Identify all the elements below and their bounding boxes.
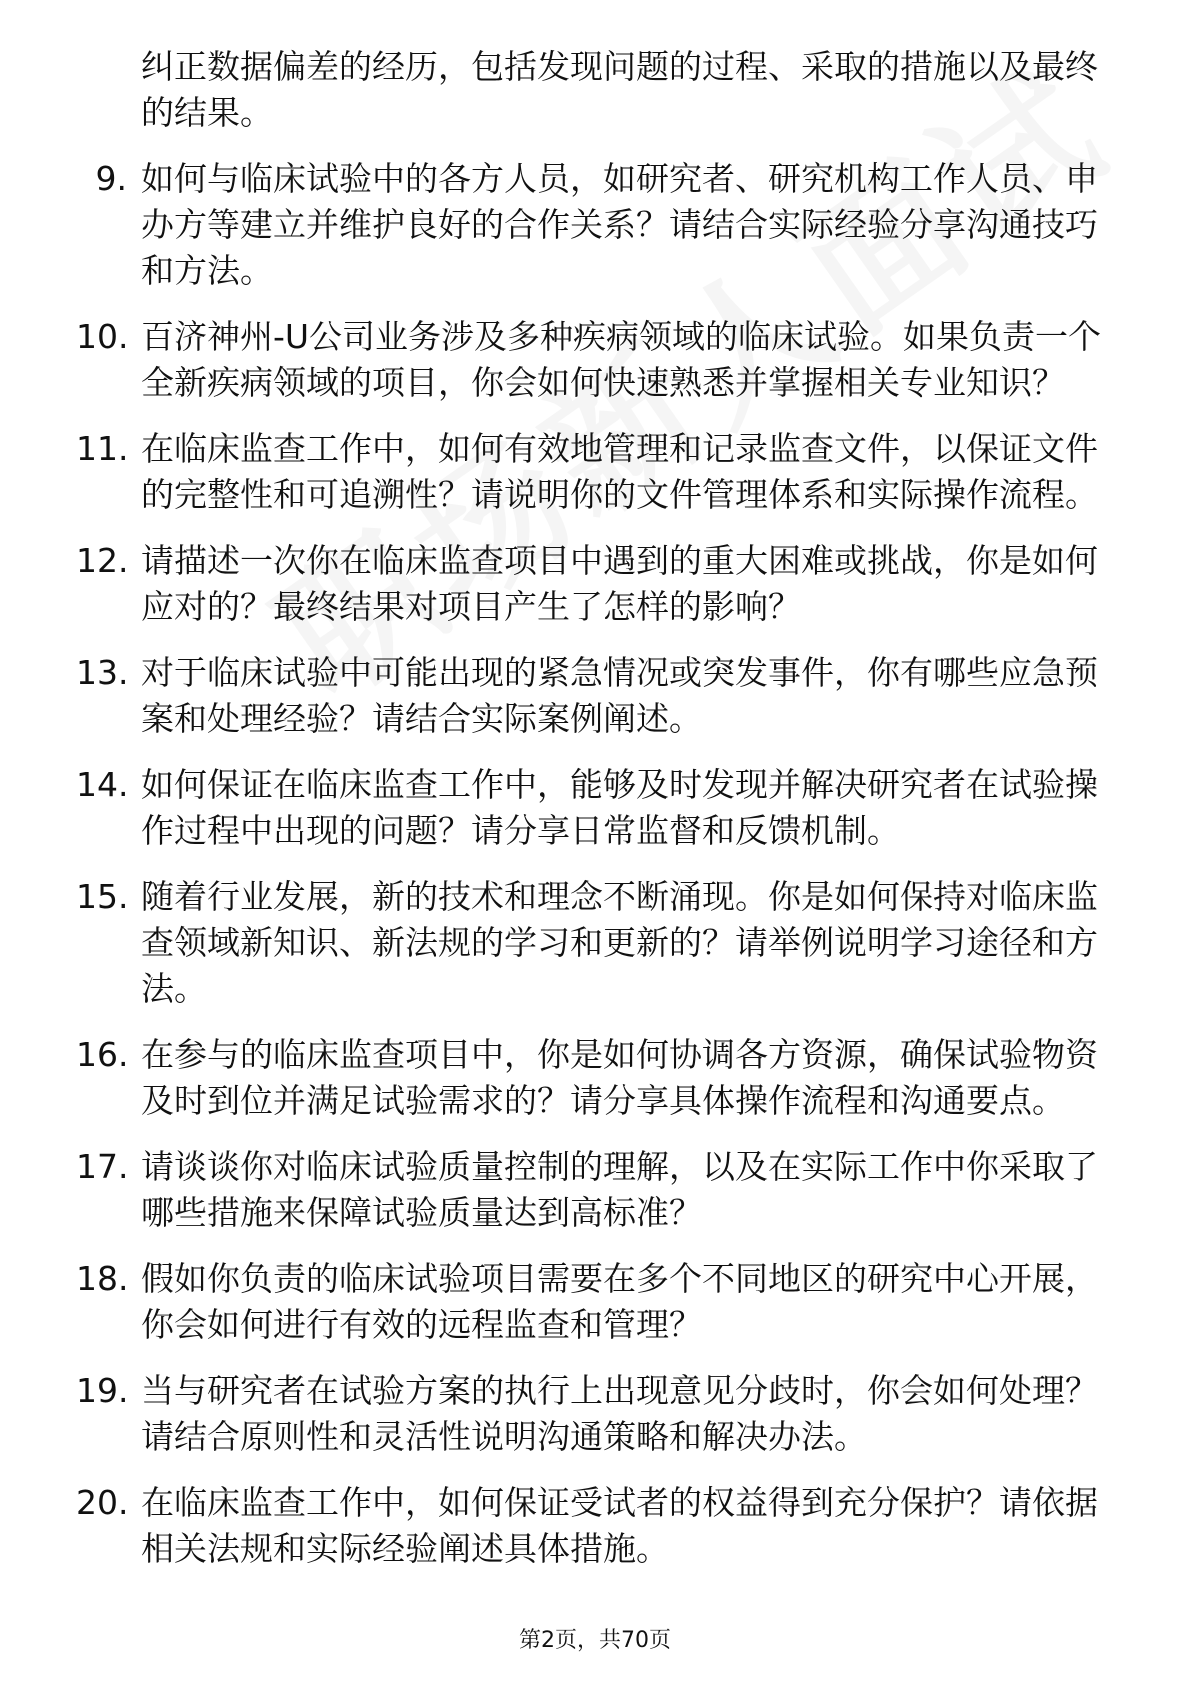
question-text: 在临床监查工作中，如何有效地管理和记录监查文件，以保证文件的完整性和可追溯性？请说明你的文件管理体系和实际操作流程。 xyxy=(141,429,1098,514)
question-text: 请谈谈你对临床试验质量控制的理解，以及在实际工作中你采取了哪些措施来保障试验质量达到高标准？ xyxy=(141,1147,1098,1232)
question-number: 18. xyxy=(76,1259,129,1298)
question-text: 在临床监查工作中，如何保证受试者的权益得到充分保护？请依据相关法规和实际经验阐述具体措施。 xyxy=(141,1483,1098,1568)
question-item xyxy=(76,1368,1116,1460)
page-footer: 第2页，共70页 xyxy=(519,1628,671,1653)
question-item xyxy=(76,538,1116,630)
question-item xyxy=(76,156,1116,294)
continued-question-text: 纠正数据偏差的经历，包括发现问题的过程、采取的措施以及最终的结果。 xyxy=(141,47,1098,132)
question-number: 12. xyxy=(76,541,129,580)
question-item xyxy=(76,1256,1116,1348)
question-text: 对于临床试验中可能出现的紧急情况或突发事件，你有哪些应急预案和处理经验？请结合实际案例阐述。 xyxy=(141,653,1098,738)
question-text: 如何保证在临床监查工作中，能够及时发现并解决研究者在试验操作过程中出现的问题？请分享日常监督和反馈机制。 xyxy=(141,765,1098,850)
question-item xyxy=(76,1032,1116,1124)
question-item xyxy=(76,762,1116,854)
question-number: 19. xyxy=(76,1371,129,1410)
question-text: 在参与的临床监查项目中，你是如何协调各方资源，确保试验物资及时到位并满足试验需求的？请分享具体操作流程和沟通要点。 xyxy=(141,1035,1098,1120)
question-number: 14. xyxy=(76,765,129,804)
question-item xyxy=(76,650,1116,742)
question-item xyxy=(76,1144,1116,1236)
question-number: 17. xyxy=(76,1147,129,1186)
question-item xyxy=(76,426,1116,518)
question-number: 13. xyxy=(76,653,129,692)
question-text: 百济神州-U公司业务涉及多种疾病领域的临床试验。如果负责一个全新疾病领域的项目，你会如何快速熟悉并掌握相关专业知识？ xyxy=(141,317,1102,402)
question-number: 20. xyxy=(76,1483,129,1522)
question-number: 16. xyxy=(76,1035,129,1074)
question-number: 11. xyxy=(76,429,129,468)
question-item xyxy=(76,314,1116,406)
question-number: 10. xyxy=(76,317,129,356)
question-text: 当与研究者在试验方案的执行上出现意见分歧时，你会如何处理？请结合原则性和灵活性说明沟通策略和解决办法。 xyxy=(141,1371,1098,1456)
question-text: 请描述一次你在临床监查项目中遇到的重大困难或挑战，你是如何应对的？最终结果对项目产生了怎样的影响？ xyxy=(141,541,1098,626)
question-item xyxy=(76,1480,1116,1572)
question-item xyxy=(76,874,1116,1012)
question-text: 随着行业发展，新的技术和理念不断涌现。你是如何保持对临床监查领域新知识、新法规的学习和更新的？请举例说明学习途径和方法。 xyxy=(141,877,1098,1008)
question-text: 假如你负责的临床试验项目需要在多个不同地区的研究中心开展，你会如何进行有效的远程监查和管理？ xyxy=(141,1259,1098,1344)
question-number: 9. xyxy=(95,159,127,198)
question-list xyxy=(76,44,1116,1592)
question-text: 如何与临床试验中的各方人员，如研究者、研究机构工作人员、申办方等建立并维护良好的合作关系？请结合实际经验分享沟通技巧和方法。 xyxy=(141,159,1098,290)
question-number: 15. xyxy=(76,877,129,916)
